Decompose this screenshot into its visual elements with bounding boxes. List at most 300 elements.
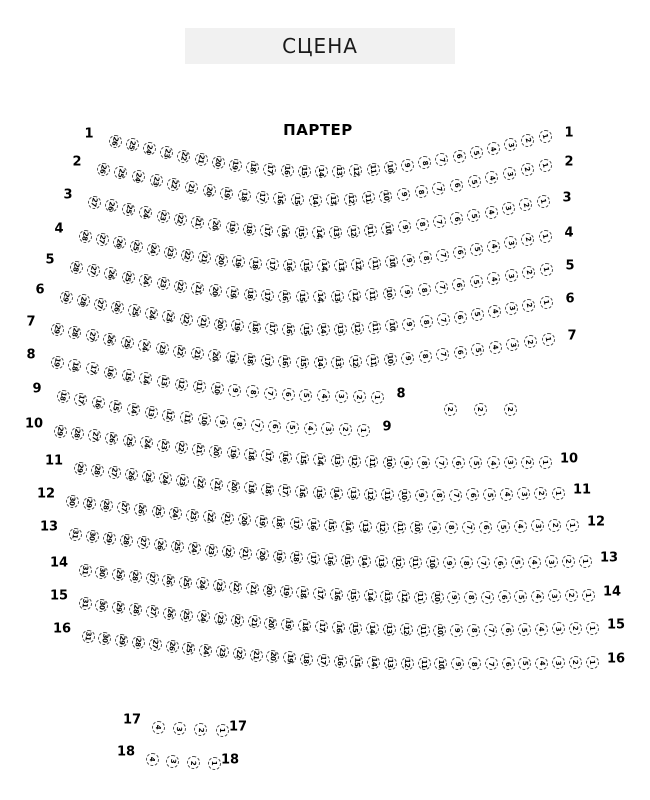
seat[interactable] xyxy=(87,264,100,277)
seat[interactable] xyxy=(393,521,406,534)
seat[interactable] xyxy=(487,272,500,285)
seat[interactable] xyxy=(203,510,216,523)
seat[interactable] xyxy=(505,269,518,282)
seat[interactable] xyxy=(266,650,279,663)
seat[interactable] xyxy=(143,142,156,155)
seat[interactable] xyxy=(244,448,257,461)
seat[interactable] xyxy=(351,322,364,335)
seat[interactable] xyxy=(419,251,432,264)
seat[interactable] xyxy=(304,422,317,435)
seat[interactable] xyxy=(312,226,325,239)
seat[interactable] xyxy=(193,476,206,489)
seat[interactable] xyxy=(159,472,172,485)
seat[interactable] xyxy=(175,378,188,391)
seat[interactable] xyxy=(460,556,473,569)
seat[interactable] xyxy=(70,261,83,274)
seat[interactable] xyxy=(398,489,411,502)
seat[interactable] xyxy=(105,199,118,212)
seat[interactable] xyxy=(295,485,308,498)
seat[interactable] xyxy=(366,354,379,367)
seat[interactable] xyxy=(283,651,296,664)
seat[interactable] xyxy=(123,434,136,447)
seat[interactable] xyxy=(157,210,170,223)
seat[interactable] xyxy=(359,520,372,533)
seat[interactable] xyxy=(299,389,312,402)
seat[interactable] xyxy=(77,294,90,307)
seat[interactable] xyxy=(379,190,392,203)
seat[interactable] xyxy=(132,636,145,649)
seat[interactable] xyxy=(265,322,278,335)
seat[interactable] xyxy=(579,555,592,568)
seat[interactable] xyxy=(453,150,466,163)
seat[interactable] xyxy=(137,536,150,549)
seat[interactable] xyxy=(436,348,449,361)
seat[interactable] xyxy=(88,196,101,209)
seat[interactable] xyxy=(534,487,547,500)
seat[interactable] xyxy=(139,206,152,219)
seat[interactable] xyxy=(485,206,498,219)
seat[interactable] xyxy=(139,274,152,287)
seat[interactable] xyxy=(498,590,511,603)
seat[interactable] xyxy=(94,298,107,311)
seat[interactable] xyxy=(313,486,326,499)
seat[interactable] xyxy=(179,576,192,589)
seat[interactable] xyxy=(228,384,241,397)
seat[interactable] xyxy=(350,655,363,668)
seat[interactable] xyxy=(315,620,328,633)
seat[interactable] xyxy=(104,366,117,379)
seat[interactable] xyxy=(462,521,475,534)
seat[interactable] xyxy=(358,555,371,568)
seat[interactable] xyxy=(198,251,211,264)
seat[interactable] xyxy=(348,455,361,468)
seat[interactable] xyxy=(485,657,498,670)
seat[interactable] xyxy=(300,259,313,272)
seat[interactable] xyxy=(317,323,330,336)
seat[interactable] xyxy=(249,257,262,270)
seat[interactable] xyxy=(539,230,552,243)
seat[interactable] xyxy=(471,308,484,321)
special-seat[interactable] xyxy=(444,403,457,416)
seat[interactable] xyxy=(173,345,186,358)
seat[interactable] xyxy=(156,342,169,355)
seat[interactable] xyxy=(334,655,347,668)
seat[interactable] xyxy=(321,422,334,435)
seat[interactable] xyxy=(357,424,370,437)
seat[interactable] xyxy=(296,586,309,599)
seat[interactable] xyxy=(226,221,239,234)
seat[interactable] xyxy=(364,488,377,501)
seat[interactable] xyxy=(86,530,99,543)
seat[interactable] xyxy=(222,545,235,558)
seat[interactable] xyxy=(160,146,173,159)
seat[interactable] xyxy=(278,290,291,303)
seat[interactable] xyxy=(128,304,141,317)
seat[interactable] xyxy=(195,153,208,166)
seat[interactable] xyxy=(109,400,122,413)
seat[interactable] xyxy=(163,607,176,620)
seat[interactable] xyxy=(468,175,481,188)
seat[interactable] xyxy=(112,568,125,581)
seat[interactable] xyxy=(514,520,527,533)
seat[interactable] xyxy=(268,420,281,433)
seat[interactable] xyxy=(282,388,295,401)
seat[interactable] xyxy=(296,356,309,369)
seat[interactable] xyxy=(145,307,158,320)
seat[interactable] xyxy=(122,203,135,216)
seat[interactable] xyxy=(117,501,130,514)
seat[interactable] xyxy=(535,657,548,670)
seat[interactable] xyxy=(71,427,84,440)
seat[interactable] xyxy=(334,323,347,336)
seat[interactable] xyxy=(203,184,216,197)
seat[interactable] xyxy=(349,355,362,368)
seat[interactable] xyxy=(433,624,446,637)
seat[interactable] xyxy=(414,591,427,604)
seat[interactable] xyxy=(83,497,96,510)
seat[interactable] xyxy=(97,163,110,176)
seat[interactable] xyxy=(470,243,483,256)
seat[interactable] xyxy=(309,194,322,207)
seat[interactable] xyxy=(126,138,139,151)
seat[interactable] xyxy=(497,520,510,533)
seat[interactable] xyxy=(266,258,279,271)
seat[interactable] xyxy=(283,259,296,272)
seat[interactable] xyxy=(398,220,411,233)
seat[interactable] xyxy=(488,305,501,318)
seat[interactable] xyxy=(162,310,175,323)
seat[interactable] xyxy=(199,644,212,657)
seat[interactable] xyxy=(437,313,450,326)
seat[interactable] xyxy=(368,257,381,270)
seat[interactable] xyxy=(344,193,357,206)
seat[interactable] xyxy=(314,356,327,369)
seat[interactable] xyxy=(542,333,555,346)
seat[interactable] xyxy=(548,589,561,602)
seat[interactable] xyxy=(100,499,113,512)
seat[interactable] xyxy=(341,520,354,533)
seat[interactable] xyxy=(295,226,308,239)
seat[interactable] xyxy=(86,329,99,342)
seat[interactable] xyxy=(317,259,330,272)
seat[interactable] xyxy=(157,277,170,290)
seat[interactable] xyxy=(191,282,204,295)
seat[interactable] xyxy=(504,456,517,469)
seat[interactable] xyxy=(562,555,575,568)
seat[interactable] xyxy=(68,326,81,339)
seat[interactable] xyxy=(290,517,303,530)
seat[interactable] xyxy=(539,130,552,143)
seat[interactable] xyxy=(104,267,117,280)
seat[interactable] xyxy=(142,470,155,483)
seat[interactable] xyxy=(443,556,456,569)
seat[interactable] xyxy=(535,623,548,636)
seat[interactable] xyxy=(244,288,257,301)
seat[interactable] xyxy=(401,352,414,365)
seat[interactable] xyxy=(243,223,256,236)
seat[interactable] xyxy=(540,296,553,309)
seat[interactable] xyxy=(383,456,396,469)
seat[interactable] xyxy=(175,441,188,454)
seat[interactable] xyxy=(88,429,101,442)
seat[interactable] xyxy=(176,474,189,487)
seat[interactable] xyxy=(481,591,494,604)
seat[interactable] xyxy=(452,456,465,469)
seat[interactable] xyxy=(384,657,397,670)
seat[interactable] xyxy=(418,156,431,169)
seat[interactable] xyxy=(420,315,433,328)
seat[interactable] xyxy=(238,513,251,526)
seat[interactable] xyxy=(511,556,524,569)
seat[interactable] xyxy=(435,153,448,166)
seat[interactable] xyxy=(449,489,462,502)
seat[interactable] xyxy=(251,419,264,432)
seat[interactable] xyxy=(450,179,463,192)
seat[interactable] xyxy=(364,224,377,237)
seat[interactable] xyxy=(519,198,532,211)
seat[interactable] xyxy=(552,487,565,500)
seat[interactable] xyxy=(339,423,352,436)
seat[interactable] xyxy=(134,503,147,516)
seat[interactable] xyxy=(215,254,228,267)
seat[interactable] xyxy=(261,483,274,496)
seat[interactable] xyxy=(385,319,398,332)
seat[interactable] xyxy=(150,174,163,187)
seat[interactable] xyxy=(479,521,492,534)
seat[interactable] xyxy=(122,369,135,382)
seat[interactable] xyxy=(157,439,170,452)
seat[interactable] xyxy=(351,258,364,271)
seat[interactable] xyxy=(255,515,268,528)
seat[interactable] xyxy=(233,417,246,430)
seat[interactable] xyxy=(278,355,291,368)
seat[interactable] xyxy=(86,362,99,375)
seat[interactable] xyxy=(212,156,225,169)
seat[interactable] xyxy=(500,488,513,501)
seat[interactable] xyxy=(331,454,344,467)
seat[interactable] xyxy=(149,638,162,651)
seat[interactable] xyxy=(367,656,380,669)
seat[interactable] xyxy=(330,487,343,500)
seat[interactable] xyxy=(51,323,64,336)
seat[interactable] xyxy=(79,597,92,610)
seat[interactable] xyxy=(416,218,429,231)
seat[interactable] xyxy=(353,390,366,403)
seat[interactable] xyxy=(494,556,507,569)
seat[interactable] xyxy=(213,579,226,592)
seat[interactable] xyxy=(331,356,344,369)
seat[interactable] xyxy=(298,165,311,178)
seat[interactable] xyxy=(298,619,311,632)
seat[interactable] xyxy=(315,165,328,178)
seat[interactable] xyxy=(162,574,175,587)
seat[interactable] xyxy=(231,319,244,332)
seat[interactable] xyxy=(243,353,256,366)
seat[interactable] xyxy=(113,236,126,249)
seat[interactable] xyxy=(54,425,67,438)
seat[interactable] xyxy=(174,213,187,226)
seat[interactable] xyxy=(187,756,200,769)
seat[interactable] xyxy=(112,601,125,614)
seat[interactable] xyxy=(280,585,293,598)
seat[interactable] xyxy=(147,243,160,256)
seat[interactable] xyxy=(313,453,326,466)
seat[interactable] xyxy=(214,318,227,331)
seat[interactable] xyxy=(146,605,159,618)
seat[interactable] xyxy=(68,359,81,372)
seat[interactable] xyxy=(436,249,449,262)
seat[interactable] xyxy=(329,226,342,239)
seat[interactable] xyxy=(317,389,330,402)
seat[interactable] xyxy=(518,657,531,670)
seat[interactable] xyxy=(220,187,233,200)
seat[interactable] xyxy=(182,642,195,655)
seat[interactable] xyxy=(477,556,490,569)
seat[interactable] xyxy=(248,321,261,334)
seat[interactable] xyxy=(326,193,339,206)
seat[interactable] xyxy=(400,456,413,469)
seat[interactable] xyxy=(514,590,527,603)
seat[interactable] xyxy=(146,753,159,766)
seat[interactable] xyxy=(157,375,170,388)
seat[interactable] xyxy=(194,723,207,736)
seat[interactable] xyxy=(501,623,514,636)
seat[interactable] xyxy=(332,621,345,634)
seat[interactable] xyxy=(226,286,239,299)
seat[interactable] xyxy=(227,446,240,459)
seat[interactable] xyxy=(191,347,204,360)
seat[interactable] xyxy=(365,455,378,468)
seat[interactable] xyxy=(169,507,182,520)
seat[interactable] xyxy=(229,581,242,594)
seat[interactable] xyxy=(452,278,465,291)
seat[interactable] xyxy=(521,163,534,176)
seat[interactable] xyxy=(470,146,483,159)
seat[interactable] xyxy=(91,464,104,477)
seat[interactable] xyxy=(451,657,464,670)
seat[interactable] xyxy=(140,436,153,449)
seat[interactable] xyxy=(180,313,193,326)
seat[interactable] xyxy=(347,589,360,602)
seat[interactable] xyxy=(173,722,186,735)
seat[interactable] xyxy=(484,624,497,637)
seat[interactable] xyxy=(324,519,337,532)
seat[interactable] xyxy=(191,216,204,229)
seat[interactable] xyxy=(466,488,479,501)
seat[interactable] xyxy=(417,624,430,637)
seat[interactable] xyxy=(139,372,152,385)
seat[interactable] xyxy=(273,550,286,563)
seat[interactable] xyxy=(487,456,500,469)
seat[interactable] xyxy=(524,335,537,348)
seat[interactable] xyxy=(483,488,496,501)
seat[interactable] xyxy=(313,290,326,303)
seat[interactable] xyxy=(505,302,518,315)
seat[interactable] xyxy=(181,249,194,262)
seat[interactable] xyxy=(367,163,380,176)
seat[interactable] xyxy=(445,521,458,534)
seat[interactable] xyxy=(521,456,534,469)
seat[interactable] xyxy=(281,618,294,631)
seat[interactable] xyxy=(545,555,558,568)
seat[interactable] xyxy=(518,623,531,636)
seat[interactable] xyxy=(371,391,384,404)
seat[interactable] xyxy=(402,318,415,331)
seat[interactable] xyxy=(384,353,397,366)
seat[interactable] xyxy=(51,356,64,369)
seat[interactable] xyxy=(454,346,467,359)
seat[interactable] xyxy=(517,487,530,500)
seat[interactable] xyxy=(180,411,193,424)
seat[interactable] xyxy=(349,622,362,635)
seat[interactable] xyxy=(296,452,309,465)
seat[interactable] xyxy=(98,632,111,645)
seat[interactable] xyxy=(506,338,519,351)
seat[interactable] xyxy=(415,489,428,502)
seat[interactable] xyxy=(566,519,579,532)
seat[interactable] xyxy=(115,634,128,647)
seat[interactable] xyxy=(164,246,177,259)
seat[interactable] xyxy=(586,656,599,669)
seat[interactable] xyxy=(426,556,439,569)
seat[interactable] xyxy=(537,195,550,208)
seat[interactable] xyxy=(250,649,263,662)
seat[interactable] xyxy=(349,164,362,177)
seat[interactable] xyxy=(180,609,193,622)
seat[interactable] xyxy=(335,390,348,403)
seat[interactable] xyxy=(244,481,257,494)
seat[interactable] xyxy=(419,350,432,363)
seat[interactable] xyxy=(196,577,209,590)
seat[interactable] xyxy=(103,333,116,346)
seat[interactable] xyxy=(313,587,326,600)
seat[interactable] xyxy=(341,554,354,567)
seat[interactable] xyxy=(214,612,227,625)
seat[interactable] xyxy=(362,191,375,204)
seat[interactable] xyxy=(209,445,222,458)
seat[interactable] xyxy=(397,188,410,201)
seat[interactable] xyxy=(227,480,240,493)
seat[interactable] xyxy=(82,630,95,643)
seat[interactable] xyxy=(450,624,463,637)
seat[interactable] xyxy=(286,421,299,434)
seat[interactable] xyxy=(435,456,448,469)
seat[interactable] xyxy=(582,589,595,602)
seat[interactable] xyxy=(193,380,206,393)
seat[interactable] xyxy=(208,218,221,231)
seat[interactable] xyxy=(121,336,134,349)
seat[interactable] xyxy=(317,654,330,667)
seat[interactable] xyxy=(397,590,410,603)
seat[interactable] xyxy=(105,432,118,445)
seat[interactable] xyxy=(256,548,269,561)
seat[interactable] xyxy=(380,590,393,603)
seat[interactable] xyxy=(415,185,428,198)
seat[interactable] xyxy=(522,299,535,312)
seat[interactable] xyxy=(428,521,441,534)
seat[interactable] xyxy=(261,354,274,367)
seat[interactable] xyxy=(132,170,145,183)
seat[interactable] xyxy=(487,142,500,155)
seat[interactable] xyxy=(197,610,210,623)
seat[interactable] xyxy=(432,489,445,502)
seat[interactable] xyxy=(307,552,320,565)
seat[interactable] xyxy=(418,657,431,670)
seat[interactable] xyxy=(192,443,205,456)
seat[interactable] xyxy=(431,591,444,604)
seat[interactable] xyxy=(433,215,446,228)
seat[interactable] xyxy=(365,288,378,301)
